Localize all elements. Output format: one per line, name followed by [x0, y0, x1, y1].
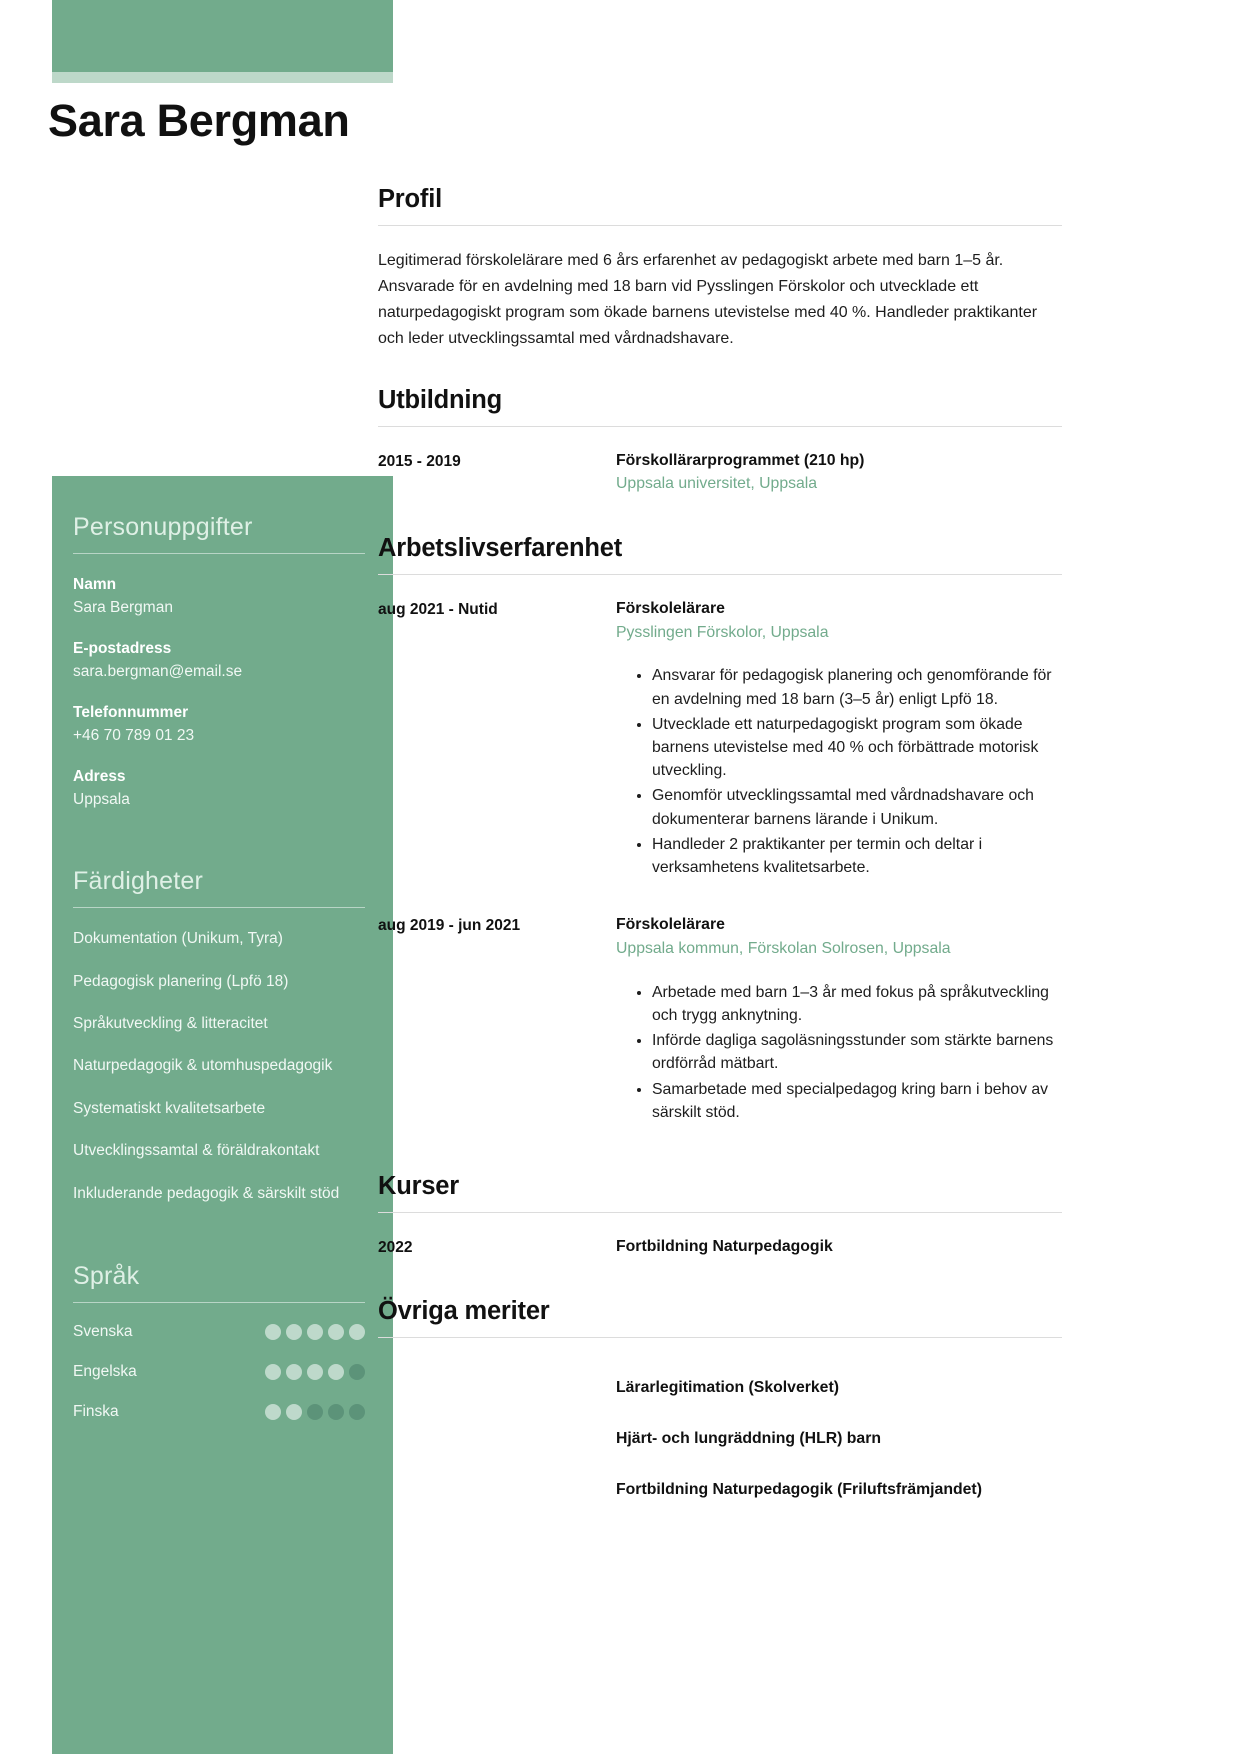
experience-bullet: • Införde dagliga sagoläsningsstunder som stärkte barnens ordförråd mätbart.	[652, 1029, 1062, 1075]
skill-item: Systematiskt kvalitetsarbete	[73, 1099, 266, 1117]
education-details	[616, 449, 1062, 496]
sidebar-divider-languages	[73, 1302, 365, 1303]
language-rating-dots	[265, 1404, 365, 1420]
personal-field-label: Adress	[73, 768, 126, 786]
skill-item: Pedagogisk planering (Lpfö 18)	[73, 972, 289, 990]
spacer	[378, 1265, 1062, 1295]
education-degree: Förskollärarprogrammet (210 hp)	[616, 451, 865, 469]
language-name: Engelska	[73, 1363, 137, 1381]
section-other-merits	[378, 1297, 1062, 1501]
experience-bullet: • Handleder 2 praktikanter per termin och deltar i verksamhetens kvalitetsarbete.	[652, 833, 1062, 879]
experience-bullet-list	[616, 664, 1062, 879]
language-rating-dots	[265, 1364, 365, 1380]
merit-item: Lärarlegitimation (Skolverket)	[616, 1379, 839, 1397]
personal-field-label: E-postadress	[73, 640, 172, 658]
merit-item: Fortbildning Naturpedagogik (Friluftsfrämjandet)	[616, 1480, 982, 1498]
personal-field-label: Telefonnummer	[73, 704, 189, 722]
experience-employer: Uppsala kommun, Förskolan Solrosen, Uppsala	[616, 940, 951, 958]
experience-period: aug 2019 - jun 2021	[378, 917, 521, 935]
section-divider-education	[378, 426, 1062, 427]
spacer	[378, 887, 1062, 913]
rating-dot-filled	[286, 1404, 302, 1420]
skill-item: Utvecklingssamtal & föräldrakontakt	[73, 1142, 320, 1160]
rating-dot-empty	[328, 1404, 344, 1420]
section-title-education: Utbildning	[378, 385, 503, 414]
section-divider-other-merits	[378, 1337, 1062, 1338]
sidebar-spacer	[73, 830, 365, 842]
language-name: Finska	[73, 1403, 119, 1421]
sidebar-section-title-skills: Färdigheter	[73, 867, 204, 895]
spacer	[378, 502, 1062, 532]
language-row	[73, 1363, 365, 1381]
personal-field-address	[73, 766, 365, 811]
rating-dot-filled	[265, 1324, 281, 1340]
skill-item: Inkluderande pedagogik & särskilt stöd	[73, 1184, 340, 1202]
experience-details	[616, 913, 1062, 1126]
profile-summary-text: Legitimerad förskolelärare med 6 års erfarenhet av pedagogiskt arbete med barn 1–5 år. Ansvarade för en avdelning med 18 barn vid Pysslingen Förskolor och utvecklade ett naturpedagogiskt program som ökade barnens utevistelse med 40 %. Handleder praktikanter och leder utvecklingssamtal med vårdnadshavare.	[378, 252, 1038, 347]
rating-dot-filled	[328, 1364, 344, 1380]
skill-item: Naturpedagogik & utomhuspedagogik	[73, 1057, 333, 1075]
rating-dot-empty	[349, 1404, 365, 1420]
experience-entry	[378, 597, 1062, 881]
personal-field-namn	[73, 574, 365, 619]
skill-item: Språkutveckling & litteracitet	[73, 1015, 268, 1032]
section-divider-courses	[378, 1212, 1062, 1213]
sidebar-section-title-personal: Personuppgifter	[73, 513, 253, 541]
section-title-profile: Profil	[378, 185, 442, 213]
sidebar-spacer	[73, 1225, 365, 1237]
experience-bullet: • Arbetade med barn 1–3 år med fokus på språkutveckling och trygg anknytning.	[652, 981, 1062, 1027]
course-year: 2022	[378, 1239, 413, 1257]
experience-role: Förskolelärare	[616, 916, 725, 934]
rating-dot-filled	[307, 1364, 323, 1380]
name-block	[48, 96, 748, 146]
rating-dot-empty	[349, 1364, 365, 1380]
section-title-other-merits: Övriga meriter	[378, 1297, 550, 1326]
rating-dot-filled	[265, 1364, 281, 1380]
experience-period: aug 2021 - Nutid	[378, 601, 498, 618]
rating-dot-filled	[307, 1324, 323, 1340]
section-profile	[378, 185, 1062, 352]
candidate-name: Sara Bergman	[48, 95, 350, 146]
header-accent-band-light	[52, 72, 393, 83]
section-title-experience: Arbetslivserfarenhet	[378, 534, 623, 562]
course-title: Fortbildning Naturpedagogik	[616, 1238, 833, 1256]
personal-field-phone	[73, 702, 365, 747]
section-divider-experience	[378, 574, 1062, 575]
main-content	[378, 185, 1062, 1528]
experience-bullet: • Genomför utvecklingssamtal med vårdnadshavare och dokumenterar barnens lärande i Unikum.	[652, 784, 1062, 830]
rating-dot-filled	[286, 1324, 302, 1340]
section-education	[378, 386, 1062, 532]
rating-dot-empty	[307, 1404, 323, 1420]
personal-field-value: sara.bergman@email.se	[73, 662, 243, 680]
education-entry	[378, 449, 1062, 496]
sidebar	[52, 476, 393, 1754]
language-row	[73, 1323, 365, 1341]
experience-bullet: • Samarbetade med specialpedagog kring barn i behov av särskilt stöd.	[652, 1078, 1062, 1124]
sidebar-section-title-languages: Språk	[73, 1261, 140, 1290]
experience-details	[616, 597, 1062, 881]
sidebar-divider-personal	[73, 553, 365, 554]
language-row	[73, 1403, 365, 1421]
experience-bullet: • Utvecklade ett naturpedagogiskt program som ökade barnens utevistelse med 40 % och förbättrade motorisk utveckling.	[652, 713, 1062, 783]
merit-item: Hjärt- och lungräddning (HLR) barn	[616, 1429, 882, 1447]
personal-field-value: +46 70 789 01 23	[73, 726, 195, 744]
rating-dot-filled	[265, 1404, 281, 1420]
experience-employer: Pysslingen Förskolor, Uppsala	[616, 623, 829, 641]
experience-bullet: • Ansvarar för pedagogisk planering och genomförande för en avdelning med 18 barn (3–5 år) enligt Lpfö 18.	[652, 664, 1062, 710]
rating-dot-filled	[286, 1364, 302, 1380]
personal-field-email	[73, 638, 365, 683]
language-rating-dots	[265, 1324, 365, 1340]
experience-role: Förskolelärare	[616, 600, 725, 617]
other-merits-list	[378, 1360, 1062, 1501]
personal-field-value: Uppsala	[73, 790, 130, 808]
header-accent-band	[52, 0, 393, 72]
rating-dot-filled	[349, 1324, 365, 1340]
skill-item: Dokumentation (Unikum, Tyra)	[73, 930, 283, 948]
personal-field-value: Sara Bergman	[73, 598, 173, 616]
course-entry	[378, 1235, 1062, 1259]
experience-entry	[378, 913, 1062, 1126]
section-divider-profile	[378, 225, 1062, 226]
education-institution: Uppsala universitet, Uppsala	[616, 475, 818, 493]
language-name: Svenska	[73, 1323, 133, 1341]
personal-field-label: Namn	[73, 576, 117, 594]
education-period: 2015 - 2019	[378, 452, 461, 470]
section-courses	[378, 1172, 1062, 1295]
sidebar-divider-skills	[73, 907, 365, 908]
rating-dot-filled	[328, 1324, 344, 1340]
spacer	[378, 1132, 1062, 1170]
section-title-courses: Kurser	[378, 1172, 460, 1201]
course-details	[616, 1235, 1062, 1259]
section-experience	[378, 534, 1062, 1170]
experience-bullet-list	[616, 981, 1062, 1124]
